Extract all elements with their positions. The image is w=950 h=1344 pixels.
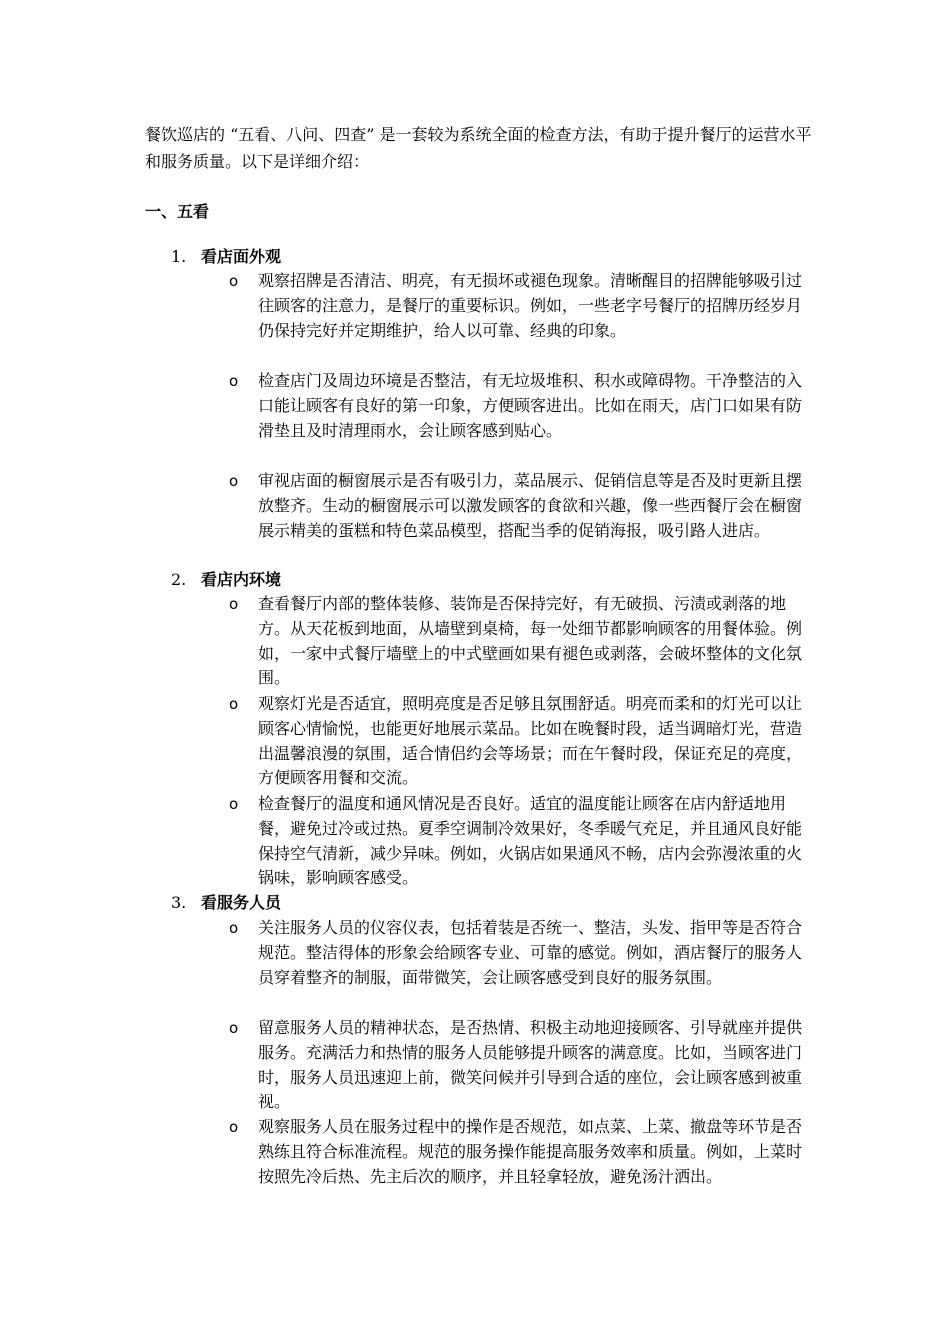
bullet-marker: o — [229, 695, 239, 713]
bullet-marker: o — [229, 472, 239, 490]
bullet-text: 查看餐厅内部的整体装修、装饰是否保持完好，有无破损、污渍或剥落的地方。从天花板到地面，从墙壁到桌椅，每一处细节都影响顾客的用餐体验。例如，一家中式餐厅墙壁上的中式壁画如果有褪色或剥落，会破坏整体的文化氛围。 — [258, 594, 803, 688]
list-item-title — [171, 568, 281, 592]
bullet-marker: o — [229, 795, 239, 813]
list-item — [229, 469, 814, 543]
list-item-label: 看服务人员 — [201, 893, 282, 912]
bullet-marker: o — [229, 595, 239, 613]
bullet-text: 检查店门及周边环境是否整洁，有无垃圾堆积、积水或障碍物。干净整洁的入口能让顾客有良好的第一印象，方便顾客进出。比如在雨天，店门口如果有防滑垫且及时清理雨水，会让顾客感到贴心。 — [258, 371, 803, 440]
bullet-text: 检查餐厅的温度和通风情况是否良好。适宜的温度能让顾客在店内舒适地用餐，避免过冷或过热。夏季空调制冷效果好，冬季暖气充足，并且通风良好能保持空气清新，减少异味。例如，火锅店如果通风不畅，店内会弥漫浓重的火锅味，影响顾客感受。 — [258, 794, 803, 888]
list-item — [229, 592, 814, 691]
list-item — [229, 792, 814, 891]
list-item-title — [171, 245, 281, 269]
list-item — [229, 369, 814, 443]
list-item-label: 看店内环境 — [201, 570, 282, 589]
intro-paragraph: 餐饮巡店的 “五看、八问、四查” 是一套较为系统全面的检查方法，有助于提升餐厅的运营水平和服务质量。以下是详细介绍： — [145, 125, 812, 171]
bullet-marker: o — [229, 919, 239, 937]
list-item — [229, 269, 814, 343]
bullet-text: 观察招牌是否清洁、明亮，有无损坏或褪色现象。清晰醒目的招牌能够吸引过往顾客的注意力，是餐厅的重要标识。例如，一些老字号餐厅的招牌历经岁月仍保持完好并定期维护，给人以可靠、经典的印象。 — [258, 271, 803, 340]
bullet-marker: o — [229, 1118, 239, 1136]
bullet-marker: o — [229, 272, 239, 290]
bullet-marker: o — [229, 372, 239, 390]
list-item-label: 看店面外观 — [201, 247, 282, 266]
list-item-number: 3. — [171, 893, 187, 912]
list-item — [229, 916, 814, 990]
list-item — [229, 1016, 814, 1115]
bullet-text: 关注服务人员的仪容仪表，包括着装是否统一、整洁，头发、指甲等是否符合规范。整洁得体的形象会给顾客专业、可靠的感觉。例如，酒店餐厅的服务人员穿着整齐的制服，面带微笑，会让顾客感受到良好的服务氛围。 — [258, 918, 803, 987]
section-heading: 一、五看 — [145, 202, 210, 221]
list-item-title — [171, 891, 281, 915]
list-item — [229, 1115, 814, 1189]
list-item — [229, 692, 814, 791]
bullet-text: 观察灯光是否适宜，照明亮度是否足够且氛围舒适。明亮而柔和的灯光可以让顾客心情愉悦，也能更好地展示菜品。比如在晚餐时段，适当调暗灯光，营造出温馨浪漫的氛围，适合情侣约会等场景；而在午餐时段，保证充足的亮度，方便顾客用餐和交流。 — [258, 694, 803, 788]
bullet-text: 观察服务人员在服务过程中的操作是否规范，如点菜、上菜、撤盘等环节是否熟练且符合标准流程。规范的服务操作能提高服务效率和质量。例如，上菜时按照先冷后热、先主后次的顺序，并且轻拿轻放，避免汤汁洒出。 — [258, 1117, 803, 1186]
bullet-marker: o — [229, 1019, 239, 1037]
list-item-number: 1. — [171, 247, 187, 266]
bullet-text: 留意服务人员的精神状态，是否热情、积极主动地迎接顾客、引导就座并提供服务。充满活力和热情的服务人员能够提升顾客的满意度。比如，当顾客进门时，服务人员迅速迎上前，微笑问候并引导到合适的座位，会让顾客感到被重视。 — [258, 1018, 803, 1112]
list-item-number: 2. — [171, 570, 187, 589]
bullet-text: 审视店面的橱窗展示是否有吸引力，菜品展示、促销信息等是否及时更新且摆放整齐。生动的橱窗展示可以激发顾客的食欲和兴趣，像一些西餐厅会在橱窗展示精美的蛋糕和特色菜品模型，搭配当季的促销海报，吸引路人进店。 — [258, 471, 803, 540]
